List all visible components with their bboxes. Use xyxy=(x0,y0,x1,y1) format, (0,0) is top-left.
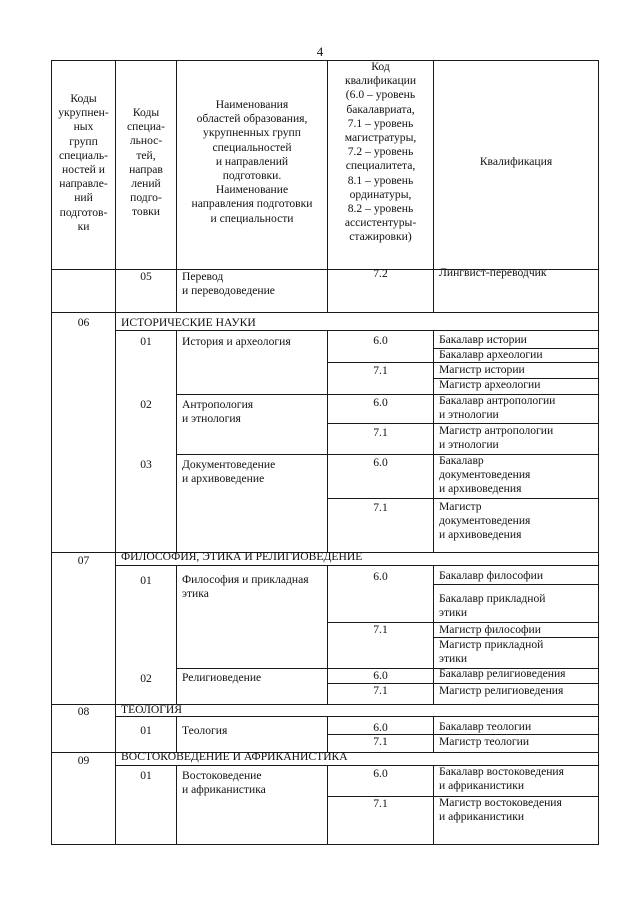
g09-01-qual-2: Магистр востоковедения и африканистики xyxy=(439,796,562,824)
g07-02-qual-1: Бакалавр религиоведения xyxy=(439,667,566,680)
g06-01-qual-1b: Бакалавр археологии xyxy=(439,348,543,361)
g07-02-qual-2: Магистр религиоведения xyxy=(439,684,564,697)
row-05-qual: Лингвист-переводчик xyxy=(439,266,547,279)
g09-01-level-2: 7.1 xyxy=(373,797,388,810)
g06-02-qual-1: Бакалавр антропологии и этнологии xyxy=(439,394,556,422)
page-number: 4 xyxy=(316,44,324,59)
g06-03-level-1: 6.0 xyxy=(373,456,388,469)
g07-02-code: 02 xyxy=(140,672,152,685)
group-08-title: ТЕОЛОГИЯ xyxy=(121,703,183,716)
g08-01-level-1: 6.0 xyxy=(373,721,388,734)
g06-01-qual-2a: Магистр истории xyxy=(439,363,525,376)
g06-03-name: Документоведение и архивоведение xyxy=(182,458,276,486)
g07-01-qual-1b: Бакалавр прикладной этики xyxy=(439,592,546,620)
header-col-qualification: Квалификация xyxy=(479,155,553,168)
group-07-code: 07 xyxy=(77,554,90,567)
g08-01-qual-2: Магистр теологии xyxy=(439,735,530,748)
g07-01-qual-2a: Магистр философии xyxy=(439,623,541,636)
g08-01-qual-1: Бакалавр теологии xyxy=(439,720,532,733)
g07-01-qual-1a: Бакалавр философии xyxy=(439,569,544,582)
g06-01-level-2: 7.1 xyxy=(373,364,388,377)
g07-01-name: Философия и прикладная этика xyxy=(182,573,309,601)
g06-01-level-1: 6.0 xyxy=(373,334,388,347)
group-07-title: ФИЛОСОФИЯ, ЭТИКА И РЕЛИГИОВЕДЕНИЕ xyxy=(121,550,363,563)
g08-01-code: 01 xyxy=(140,724,152,737)
g06-01-code: 01 xyxy=(140,335,152,348)
g07-02-level-2: 7.1 xyxy=(373,684,388,697)
g06-02-code: 02 xyxy=(140,398,152,411)
g06-03-qual-1: Бакалавр документоведения и архивоведения xyxy=(439,454,531,496)
specialties-table xyxy=(51,60,599,845)
group-09-code: 09 xyxy=(77,754,90,767)
g06-02-name: Антропология и этнология xyxy=(182,398,254,426)
group-08-code: 08 xyxy=(77,705,90,718)
g07-02-level-1: 6.0 xyxy=(373,669,388,682)
header-col-names: Наименования областей образования, укрупненных групп специальностей и направлений подготовки. Наименование направления подготовки и специальности xyxy=(191,98,313,225)
row-05-name: Перевод и переводоведение xyxy=(182,270,275,298)
g08-01-level-2: 7.1 xyxy=(373,735,388,748)
group-09-title: ВОСТОКОВЕДЕНИЕ И АФРИКАНИСТИКА xyxy=(121,750,348,763)
g06-02-qual-2: Магистр антропологии и этнологии xyxy=(439,424,554,452)
row-05-code: 05 xyxy=(140,270,152,283)
g07-01-qual-2b: Магистр прикладной этики xyxy=(439,638,544,666)
g08-01-name: Теология xyxy=(182,724,228,737)
group-06-title: ИСТОРИЧЕСКИЕ НАУКИ xyxy=(121,316,256,329)
g07-01-level-2: 7.1 xyxy=(373,623,388,636)
group-06-code: 06 xyxy=(77,316,90,329)
header-col-group-codes: Коды укрупнен- ных групп специаль- ностей и направле- ний подготов- ки xyxy=(58,92,109,233)
g09-01-name: Востоковедение и африканистика xyxy=(182,769,266,797)
g06-01-qual-2b: Магистр археологии xyxy=(439,378,541,391)
g07-02-name: Религиоведение xyxy=(182,671,262,684)
header-col-qualification-code: Код квалификации (6.0 – уровень бакалавриата, 7.1 – уровень магистратуры, 7.2 – уровень специалитета, 8.1 – уровень ординатуры, 8.2 – уровень ассистентуры- стажировки) xyxy=(344,60,417,244)
g06-02-level-2: 7.1 xyxy=(373,426,388,439)
g07-01-code: 01 xyxy=(140,574,152,587)
g09-01-code: 01 xyxy=(140,769,152,782)
g07-01-level-1: 6.0 xyxy=(373,570,388,583)
g06-03-level-2: 7.1 xyxy=(373,501,388,514)
g06-03-qual-2: Магистр документоведения и архивоведения xyxy=(439,500,531,542)
g09-01-qual-1: Бакалавр востоковедения и африканистики xyxy=(439,765,564,793)
g06-03-code: 03 xyxy=(140,458,152,471)
g09-01-level-1: 6.0 xyxy=(373,767,388,780)
header-col-specialty-codes: Коды специа- льнос- тей, направ лений подго- товки xyxy=(127,106,165,219)
g06-01-name: История и археология xyxy=(182,335,291,348)
g06-02-level-1: 6.0 xyxy=(373,396,388,409)
g06-01-qual-1a: Бакалавр истории xyxy=(439,333,527,346)
row-05-level: 7.2 xyxy=(373,267,388,280)
